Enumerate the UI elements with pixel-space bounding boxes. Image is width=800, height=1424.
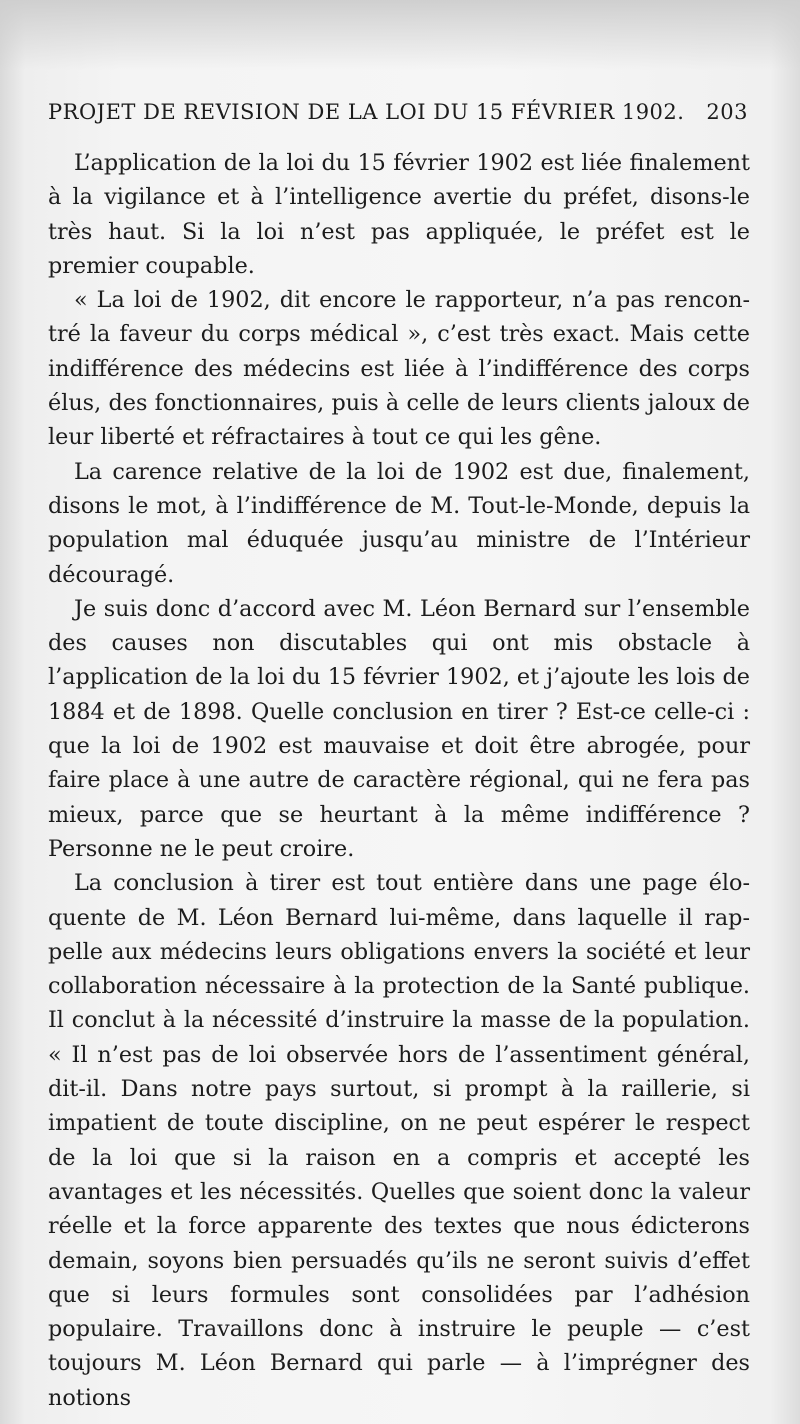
running-title: PROJET DE REVISION DE LA LOI DU 15 FÉVRIER 1902. xyxy=(48,100,685,124)
paragraph: Je suis donc d’accord avec M. Léon Bernard sur l’ensemble des causes non discutables qui ont mis obstacle à l’application de la loi du 15 février 1902, et j’ajoute les lois de 1884 et de 1898. Quelle conclusion en tirer ? Est-ce celle-ci : que la loi de 1902 est mauvaise et doit être abrogée, pour faire place à une autre de caractère régional, qui ne fera pas mieux, parce que se heurtant à la même indifférence ? Personne ne le peut croire. xyxy=(48,595,750,862)
body-text xyxy=(48,146,750,1415)
paragraph: « La loi de 1902, dit encore le rapporteur, n’a pas rencontré la faveur du corps médical », c’est très exact. Mais cette indifférence des médecins est liée à l’indifférence des corps élus, des fonctionnaires, puis à celle de leurs clients jaloux de leur liberté et réfractaires à tout ce qui les gêne. xyxy=(48,287,750,451)
paragraph: L’application de la loi du 15 février 1902 est liée finalement à la vigilance et à l’intelligence avertie du préfet, disons-le très haut. Si la loi n’est pas appliquée, le préfet est le premier coupable. xyxy=(48,150,750,279)
running-header xyxy=(48,100,748,134)
paragraph: La carence relative de la loi de 1902 est due, finalement, disons le mot, à l’indifférence de M. Tout-le-Monde, depuis la population mal éduquée jusqu’au ministre de l’Intérieur découragé. xyxy=(48,458,750,588)
page-number: 203 xyxy=(706,100,748,124)
page-edge-shadow xyxy=(0,0,800,70)
paragraph: La conclusion à tirer est tout entière dans une page éloquente de M. Léon Bernard lui-même, dans laquelle il rappelle aux médecins leurs obligations envers la société et leur collaboration nécessaire à la protection de la Santé publique. Il conclut à la nécessité d’instruire la masse de la population. « Il n’est pas de loi observée hors de l’assentiment général, dit-il. Dans notre pays surtout, si prompt à la raillerie, si impatient de toute discipline, on ne peut espérer le respect de la loi que si la raison en a compris et accepté les avantages et les nécessités. Quelles que soient donc la valeur réelle et la force apparente des textes que nous édicterons demain, soyons bien persuadés qu’ils ne seront suivis d’effet que si leurs formules sont consolidées par l’adhésion populaire. Travaillons donc à instruire le peuple — c’est toujours M. Léon Bernard qui parle — à l’imprégner des notions xyxy=(48,870,750,1411)
